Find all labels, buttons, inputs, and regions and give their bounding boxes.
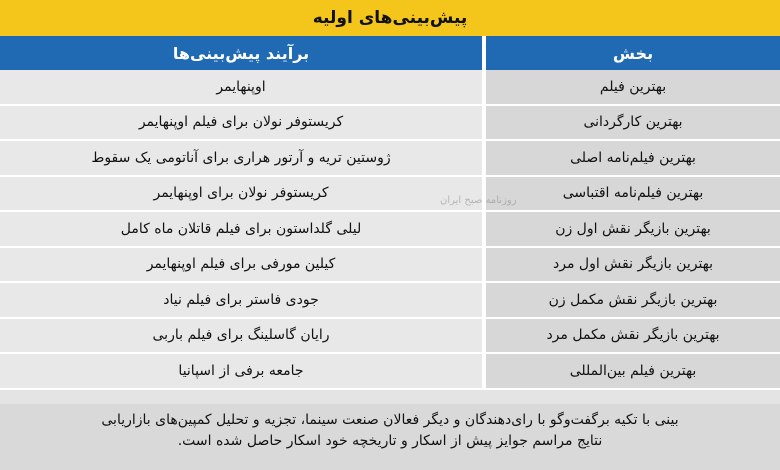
cell-prediction: جودی فاستر برای فیلم نیاد xyxy=(0,283,482,317)
cell-prediction: ژوستین تریه و آرتور هراری برای آناتومی یک سقوط xyxy=(0,141,482,175)
cell-section: بهترین فیلم بین‌المللی xyxy=(482,354,780,388)
table-row xyxy=(0,212,780,248)
watermark-text: روزنامه صبح ایران xyxy=(440,195,517,206)
table-row xyxy=(0,248,780,284)
cell-section: بهترین فیلم xyxy=(482,70,780,104)
header-section: بخش xyxy=(482,36,780,70)
table-title: پیش‌بینی‌های اولیه xyxy=(0,0,780,36)
cell-section: بهترین بازیگر نقش مکمل زن xyxy=(482,283,780,317)
cell-section: بهترین بازیگر نقش اول مرد xyxy=(482,248,780,282)
table-row xyxy=(0,354,780,390)
cell-section: بهترین کارگردانی xyxy=(482,106,780,140)
table-row xyxy=(0,141,780,177)
predictions-table xyxy=(0,36,780,390)
table-row xyxy=(0,177,780,213)
cell-section: بهترین بازیگر نقش مکمل مرد xyxy=(482,319,780,353)
table-header xyxy=(0,36,780,70)
footer-line-1: بینی با تکیه برگفت‌وگو با رای‌دهندگان و دیگر فعالان صنعت سینما، تجزیه و تحلیل کمپین‌های بازاریابی xyxy=(101,412,679,428)
header-predictions: برآیند پیش‌بینی‌ها xyxy=(0,36,482,70)
footer-note xyxy=(0,404,780,470)
cell-prediction: رایان گاسلینگ برای فیلم باربی xyxy=(0,319,482,353)
cell-section: بهترین فیلم‌نامه اقتباسی xyxy=(482,177,780,211)
table-row xyxy=(0,319,780,355)
cell-section: بهترین بازیگر نقش اول زن xyxy=(482,212,780,246)
cell-prediction: لیلی گلداستون برای فیلم قاتلان ماه کامل xyxy=(0,212,482,246)
cell-prediction: جامعه برفی از اسپانیا xyxy=(0,354,482,388)
table-row xyxy=(0,283,780,319)
cell-prediction: اوپنهایمر xyxy=(0,70,482,104)
table-row xyxy=(0,70,780,106)
cell-prediction: کیلین مورفی برای فیلم اوپنهایمر xyxy=(0,248,482,282)
cell-prediction: کریستوفر نولان برای فیلم اوپنهایمر xyxy=(0,106,482,140)
footer-line-2: نتایج مراسم جوایز پیش از اسکار و تاریخچه خود اسکار حاصل شده است. xyxy=(177,433,603,449)
cell-section: بهترین فیلم‌نامه اصلی xyxy=(482,141,780,175)
table-row xyxy=(0,106,780,142)
cell-prediction: کریستوفر نولان برای اوپنهایمر xyxy=(0,177,482,211)
